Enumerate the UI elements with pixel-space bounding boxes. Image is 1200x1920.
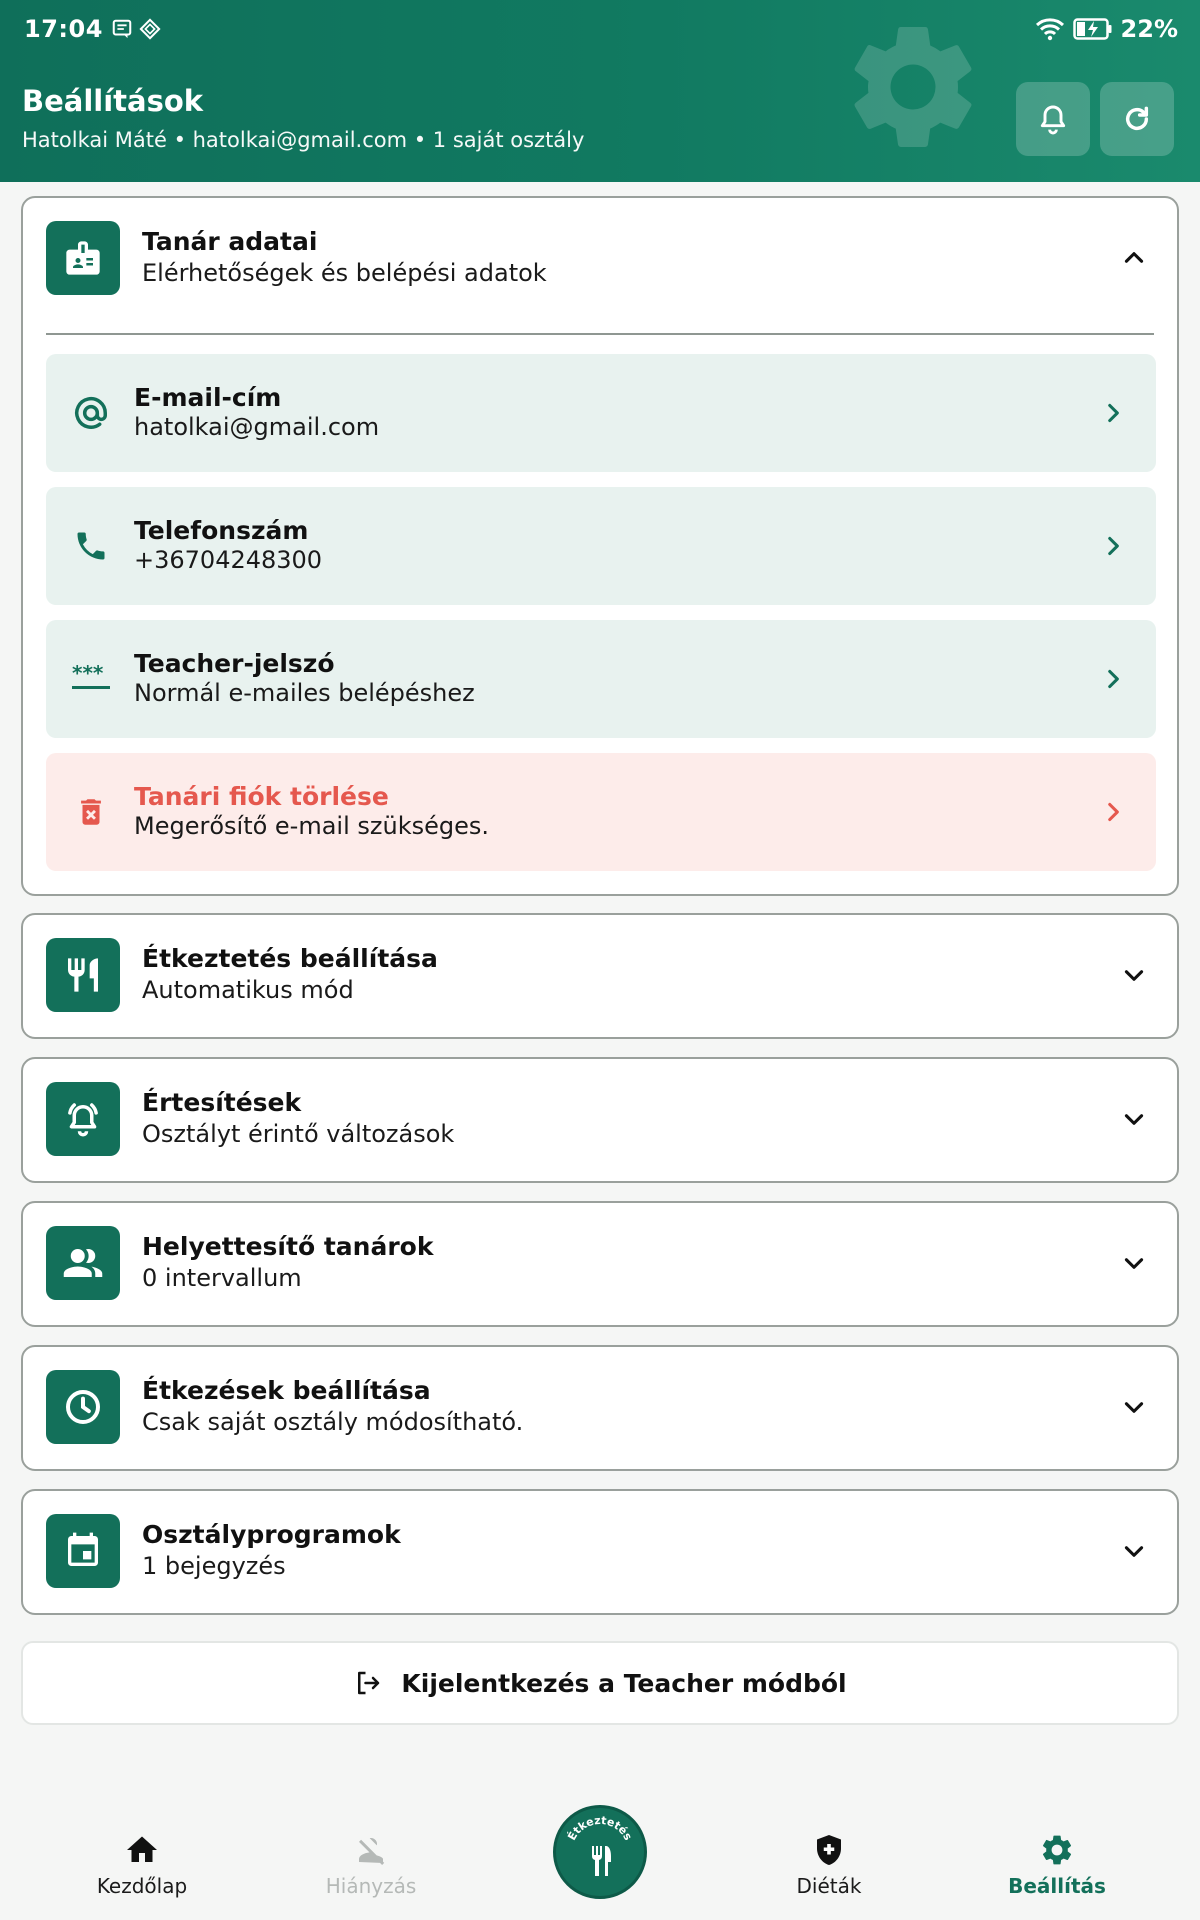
notifications-card[interactable] (21, 1057, 1179, 1183)
row-subtitle: +36704248300 (134, 546, 323, 574)
card-subtitle: Automatikus mód (142, 976, 354, 1004)
catering-logo-icon (556, 1808, 644, 1896)
clock-icon (63, 1387, 103, 1427)
substitute-teachers-card[interactable] (21, 1201, 1179, 1327)
teacher-data-header[interactable] (46, 221, 1177, 295)
chevron-down-icon (1121, 1106, 1147, 1132)
refresh-button[interactable] (1100, 82, 1174, 156)
calendar-icon (63, 1531, 103, 1571)
chevron-up-icon (1121, 245, 1147, 271)
phone-icon (73, 528, 109, 564)
battery-charging-icon (1073, 17, 1113, 41)
page-title: Beállítások (22, 84, 204, 118)
row-title: E-mail-cím (134, 383, 282, 412)
card-subtitle: Csak saját osztály módosítható. (142, 1408, 524, 1436)
nav-label: Hiányzás (325, 1874, 417, 1898)
nav-absence[interactable] (281, 1832, 461, 1898)
svg-text:Étkeztetés: Étkeztetés (565, 1813, 635, 1843)
card-title: Helyettesítő tanárok (142, 1232, 434, 1261)
battery-percent: 22% (1120, 15, 1178, 43)
nav-catering-button[interactable] (553, 1805, 647, 1899)
badge-icon (63, 238, 103, 278)
nav-label: Diéták (796, 1874, 862, 1898)
refresh-icon (1121, 103, 1153, 135)
delete-account-row[interactable] (46, 753, 1156, 871)
chevron-down-icon (1121, 1538, 1147, 1564)
row-subtitle: Megerősítő e-mail szükséges. (134, 812, 490, 840)
card-title: Tanár adatai (142, 227, 318, 256)
logout-label: Kijelentkezés a Teacher módból (401, 1668, 847, 1698)
row-title: Teacher-jelszó (134, 649, 335, 678)
nav-label: Kezdőlap (96, 1874, 188, 1898)
chevron-down-icon (1121, 1394, 1147, 1420)
status-bar (24, 12, 1178, 46)
row-subtitle: Normál e-mailes belépéshez (134, 679, 475, 707)
nav-settings[interactable] (967, 1832, 1147, 1898)
status-time: 17:04 (24, 15, 103, 43)
gear-icon (838, 12, 988, 162)
svg-text:***: *** (72, 664, 104, 685)
app-header (0, 0, 1200, 182)
page-subtitle: Hatolkai Máté • hatolkai@gmail.com • 1 saját osztály (22, 128, 585, 152)
card-title: Étkeztetés beállítása (142, 944, 438, 973)
email-row[interactable] (46, 354, 1156, 472)
nav-diets[interactable] (739, 1832, 919, 1898)
teacher-data-card (21, 196, 1179, 896)
card-title: Osztályprogramok (142, 1520, 401, 1549)
bottom-navigation (0, 1780, 1200, 1920)
delete-icon (74, 795, 108, 829)
divider (46, 333, 1154, 335)
card-subtitle: Elérhetőségek és belépési adatok (142, 259, 547, 287)
chevron-down-icon (1121, 1250, 1147, 1276)
card-subtitle: 1 bejegyzés (142, 1552, 286, 1580)
card-subtitle: Osztályt érintő változások (142, 1120, 455, 1148)
password-icon (71, 664, 111, 694)
logout-icon (353, 1668, 383, 1698)
notifications-button[interactable] (1016, 82, 1090, 156)
notification-icon (62, 1098, 104, 1140)
bell-icon (1037, 103, 1069, 135)
card-subtitle: 0 intervallum (142, 1264, 302, 1292)
meal-settings-card[interactable] (21, 1345, 1179, 1471)
message-notification-icon (111, 18, 133, 40)
logout-button[interactable] (21, 1641, 1179, 1725)
at-icon (72, 394, 110, 432)
class-programs-card[interactable] (21, 1489, 1179, 1615)
shield-plus-icon (811, 1832, 847, 1868)
person-off-icon (353, 1832, 389, 1868)
password-row[interactable] (46, 620, 1156, 738)
wifi-icon (1035, 17, 1065, 41)
catering-settings-card[interactable] (21, 913, 1179, 1039)
app-notification-icon (139, 18, 161, 40)
row-subtitle: hatolkai@gmail.com (134, 413, 380, 441)
row-title: Tanári fiók törlése (134, 782, 389, 811)
phone-row[interactable] (46, 487, 1156, 605)
chevron-down-icon (1121, 962, 1147, 988)
nav-home[interactable] (52, 1832, 232, 1898)
row-title: Telefonszám (134, 516, 309, 545)
home-icon (124, 1832, 160, 1868)
chevron-right-icon (1100, 533, 1126, 559)
card-title: Étkezések beállítása (142, 1376, 431, 1405)
restaurant-icon (63, 955, 103, 995)
settings-gear-icon (1039, 1832, 1075, 1868)
chevron-right-icon (1100, 799, 1126, 825)
card-title: Értesítések (142, 1088, 302, 1117)
nav-label: Beállítás (1008, 1874, 1106, 1898)
people-icon (62, 1242, 104, 1284)
chevron-right-icon (1100, 666, 1126, 692)
chevron-right-icon (1100, 400, 1126, 426)
